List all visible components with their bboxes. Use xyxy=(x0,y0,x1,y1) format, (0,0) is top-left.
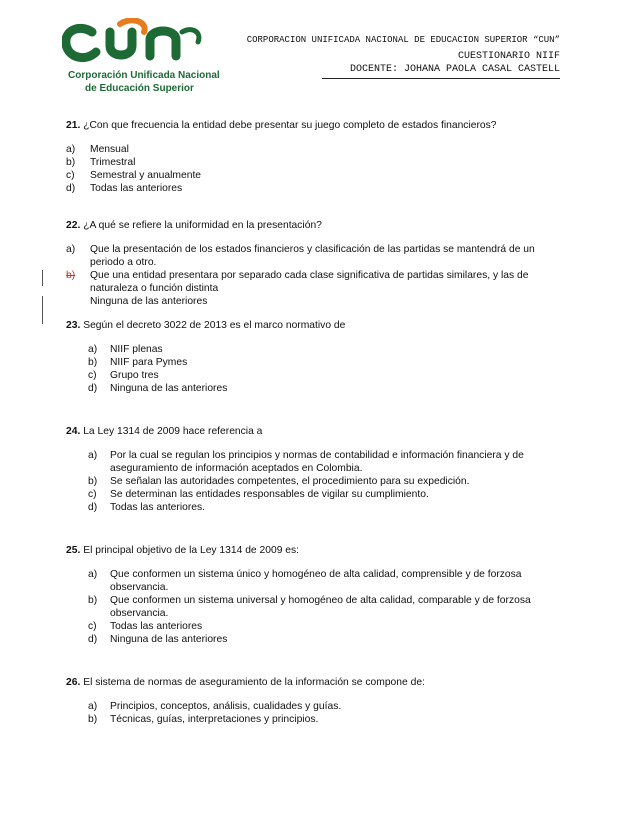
options-list xyxy=(66,243,546,308)
option-item: a) Que la presentación de los estados financieros y clasificación de las partidas se mantendrá de un periodo a otro. xyxy=(66,244,535,268)
option-item: c) Semestral y anualmente xyxy=(66,170,202,181)
logo-text-line-1: Corporación Unificada Nacional xyxy=(68,70,220,81)
question-number: 25. xyxy=(66,545,81,556)
logo-text-line-2: de Educación Superior xyxy=(85,83,194,94)
options-list xyxy=(66,143,546,195)
option-item: d) Ninguna de las anteriores xyxy=(88,383,228,394)
question-text: La Ley 1314 de 2009 hace referencia a xyxy=(83,426,263,437)
page-header xyxy=(0,0,638,110)
option-item: Ninguna de las anteriores xyxy=(90,296,208,307)
question-25 xyxy=(66,544,546,557)
question-number: 21. xyxy=(66,120,81,131)
question-text: El sistema de normas de aseguramiento de la información se compone de: xyxy=(83,677,425,688)
option-item: a) Mensual xyxy=(66,144,129,155)
option-item: a) Por la cual se regulan los principios y normas de contabilidad e información financiera y de aseguramiento de información aceptados en Colombia. xyxy=(88,450,524,474)
question-number: 24. xyxy=(66,426,81,437)
option-item: d) Todas las anteriores xyxy=(66,183,183,194)
question-text: ¿Con que frecuencia la entidad debe presentar su juego completo de estados financieros? xyxy=(83,120,497,131)
option-item: b) Técnicas, guías, interpretaciones y principios. xyxy=(88,714,319,725)
institution-name: CORPORACION UNIFICADA NACIONAL DE EDUCACION SUPERIOR “CUN” xyxy=(246,35,560,45)
question-text: El principal objetivo de la Ley 1314 de 2009 es: xyxy=(83,545,300,556)
question-24 xyxy=(66,425,546,438)
option-item: b) Trimestral xyxy=(66,157,136,168)
question-26 xyxy=(66,676,546,689)
option-item: b) NIIF para Pymes xyxy=(88,357,188,368)
question-number: 22. xyxy=(66,220,81,231)
question-22 xyxy=(66,219,546,232)
option-item: b) Se señalan las autoridades competentes, el procedimiento para su expedición. xyxy=(88,476,470,487)
option-item: d) Ninguna de las anteriores xyxy=(88,634,228,645)
option-item: b) Que conformen un sistema universal y homogéneo de alta calidad, comparable y de forzosa observancia. xyxy=(88,595,531,619)
option-item: b) Que una entidad presentara por separado cada clase significativa de partidas similares, y las de naturaleza o función distinta xyxy=(66,270,529,294)
option-item: c) Grupo tres xyxy=(88,370,159,381)
cun-logo xyxy=(62,18,220,98)
deleted-option-letter: b) xyxy=(66,270,76,281)
question-number: 23. xyxy=(66,320,81,331)
questionnaire xyxy=(66,119,546,726)
options-list xyxy=(66,700,546,726)
header-underline xyxy=(322,78,560,79)
options-list xyxy=(66,449,546,514)
question-text: Según el decreto 3022 de 2013 es el marco normativo de xyxy=(83,320,346,331)
options-list xyxy=(66,568,546,646)
question-text: ¿A qué se refiere la uniformidad en la presentación? xyxy=(83,220,322,231)
question-23 xyxy=(66,319,546,332)
question-21 xyxy=(66,119,546,132)
option-item: a) NIIF plenas xyxy=(88,344,163,355)
question-number: 26. xyxy=(66,677,81,688)
revision-margin-bar xyxy=(42,270,43,286)
option-item: a) Que conformen un sistema único y homogéneo de alta calidad, comprensible y de forzosa observancia. xyxy=(88,569,522,593)
option-item: d) Todas las anteriores. xyxy=(88,502,206,513)
option-item: c) Se determinan las entidades responsables de vigilar su cumplimiento. xyxy=(88,489,429,500)
teacher-name: DOCENTE: JOHANA PAOLA CASAL CASTELL xyxy=(349,64,560,75)
revision-margin-bar xyxy=(42,296,43,324)
quiz-title: CUESTIONARIO NIIF xyxy=(457,51,560,62)
option-item: c) Todas las anteriores xyxy=(88,621,203,632)
options-list xyxy=(66,343,546,395)
cun-wordmark-icon xyxy=(62,18,212,68)
option-item: a) Principios, conceptos, análisis, cualidades y guías. xyxy=(88,701,342,712)
